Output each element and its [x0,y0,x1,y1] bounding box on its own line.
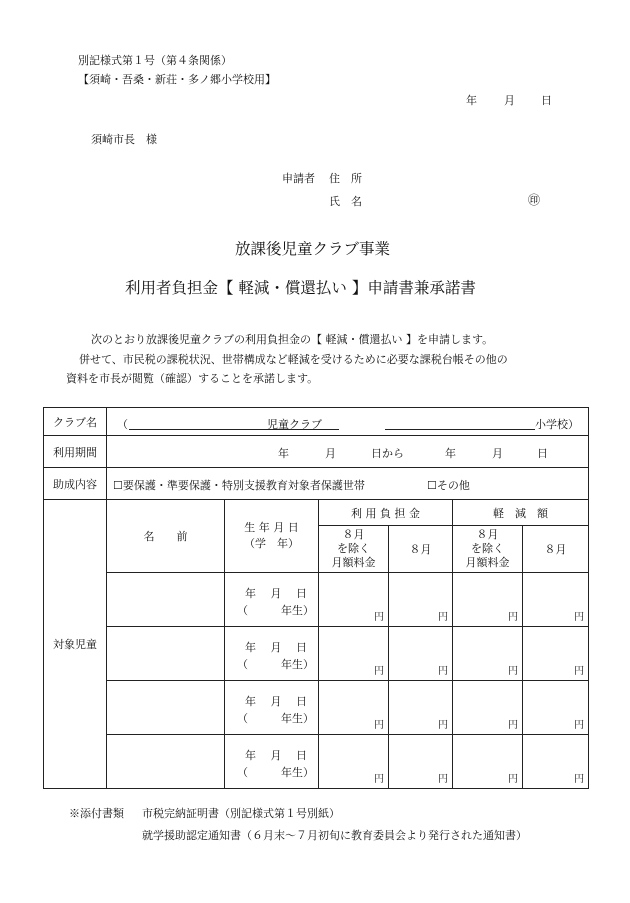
yen-unit: 円 [574,720,585,731]
fee-august-cell[interactable] [389,627,453,681]
dob-header-line-2: （学 年） [244,537,299,550]
aid-option-other[interactable]: ☐その他 [427,479,470,492]
fee-august-cell[interactable] [389,735,453,789]
sub-header-line: ８月 [476,528,499,541]
period-year-2: 年 [445,447,456,460]
period-label: 利用期間 [44,436,107,468]
club-name-field[interactable] [107,408,589,436]
child-dob-cell[interactable] [225,681,319,735]
reduction-august-cell[interactable] [523,627,589,681]
reduction-excl-august-cell[interactable] [453,681,523,735]
fee-excl-august-cell[interactable] [319,681,389,735]
period-field[interactable] [107,436,589,468]
aid-option-protected[interactable]: ☐要保護・準要保護・特別支援教育対象者保護世帯 [113,479,365,492]
reduction-excl-august-cell[interactable] [453,627,523,681]
aid-label: 助成内容 [44,468,107,500]
attachment-item-2: 就学援助認定通知書（６月末～７月初旬に教育委員会より発行された通知書） [142,829,527,842]
reduction-august-cell[interactable] [523,681,589,735]
dob-date: 年 月 日 [245,749,307,762]
period-month-2: 月 [492,447,503,460]
sub-header-line: を除く [337,542,370,555]
yen-unit: 円 [374,612,384,623]
child-dob-cell[interactable] [225,573,319,627]
dob-grade: （ 年生） [237,658,314,671]
reduction-header: 軽 減 額 [453,500,589,526]
dob-date: 年 月 日 [245,587,307,600]
dob-header-line-1: 生 年 月 日 [244,521,299,534]
reduction-august-cell[interactable] [523,735,589,789]
school-note: 【須崎・吾桑・新荘・多ノ郷小学校用】 [78,73,276,86]
sub-header-line: を除く [471,542,504,555]
school-underline [385,429,535,430]
applicant-label: 申請者 [282,172,315,185]
period-year: 年 [278,447,289,460]
reduction-excl-august-header [453,526,523,573]
child-name-cell[interactable] [107,573,225,627]
child-dob-cell[interactable] [225,735,319,789]
date-month: 月 [504,94,515,107]
dob-grade: （ 年生） [237,604,314,617]
name-label: 氏 名 [329,195,362,208]
addressee: 須崎市長 様 [91,133,157,146]
club-name-label: クラブ名 [44,408,107,436]
fee-excl-august-cell[interactable] [319,573,389,627]
sub-header-line: 月額料金 [331,556,376,569]
reduction-august-header: ８月 [523,526,589,573]
yen-unit: 円 [508,666,518,677]
aid-options [107,468,589,500]
reduction-excl-august-cell[interactable] [453,735,523,789]
body-text-line-2: 併せて、市民税の課税状況、世帯構成など軽減を受けるために必要な課税台帳その他の [79,353,508,366]
fee-excl-august-header [319,526,389,573]
title-line-1: 放課後児童クラブ事業 [235,240,391,258]
application-table [43,407,589,789]
yen-unit: 円 [508,720,518,731]
dob-date: 年 月 日 [245,695,307,708]
fee-august-cell[interactable] [389,681,453,735]
reduction-excl-august-cell[interactable] [453,573,523,627]
seal-mark: ㊞ [528,193,541,207]
dob-grade: （ 年生） [237,766,314,779]
fee-excl-august-cell[interactable] [319,627,389,681]
yen-unit: 円 [574,774,585,785]
yen-unit: 円 [374,774,384,785]
reduction-august-cell[interactable] [523,573,589,627]
yen-unit: 円 [374,666,384,677]
date-year: 年 [466,94,477,107]
yen-unit: 円 [508,612,518,623]
yen-unit: 円 [438,666,448,677]
period-from: 日から [371,447,404,460]
attachments-label: ※添付書類 [69,807,124,820]
dob-header [225,500,319,573]
dob-grade: （ 年生） [237,712,314,725]
period-day-2: 日 [537,447,548,460]
form-number: 別記様式第１号（第４条関係） [78,54,232,67]
sub-header-line: 月額料金 [465,556,510,569]
title-line-2: 利用者負担金【 軽減・償還払い 】申請書兼承諾書 [125,279,476,297]
body-text-line-3: 資料を市長が閲覧（確認）することを承諾します。 [66,372,319,385]
address-label: 住 所 [329,172,362,185]
sub-header-line: ８月 [342,528,365,541]
club-open-paren: （ [117,418,128,431]
fee-header: 利 用 負 担 金 [319,500,453,526]
fee-august-header: ８月 [389,526,453,573]
yen-unit: 円 [574,666,585,677]
dob-date: 年 月 日 [245,641,307,654]
fee-august-cell[interactable] [389,573,453,627]
child-name-cell[interactable] [107,735,225,789]
attachment-item-1: 市税完納証明書（別記様式第１号別紙） [142,807,340,820]
yen-unit: 円 [374,720,384,731]
fee-excl-august-cell[interactable] [319,735,389,789]
yen-unit: 円 [438,720,448,731]
child-name-cell[interactable] [107,681,225,735]
child-name-cell[interactable] [107,627,225,681]
name-header: 名 前 [107,500,225,573]
club-suffix: 児童クラブ [267,418,322,431]
yen-unit: 円 [438,612,448,623]
school-suffix: 小学校） [535,418,579,431]
date-day: 日 [541,94,552,107]
child-dob-cell[interactable] [225,627,319,681]
children-label: 対象児童 [44,500,107,789]
yen-unit: 円 [438,774,448,785]
body-text-line-1: 次のとおり放課後児童クラブの利用負担金の【 軽減・償還払い 】を申請します。 [91,333,494,346]
yen-unit: 円 [508,774,518,785]
yen-unit: 円 [574,612,585,623]
period-month: 月 [325,447,336,460]
